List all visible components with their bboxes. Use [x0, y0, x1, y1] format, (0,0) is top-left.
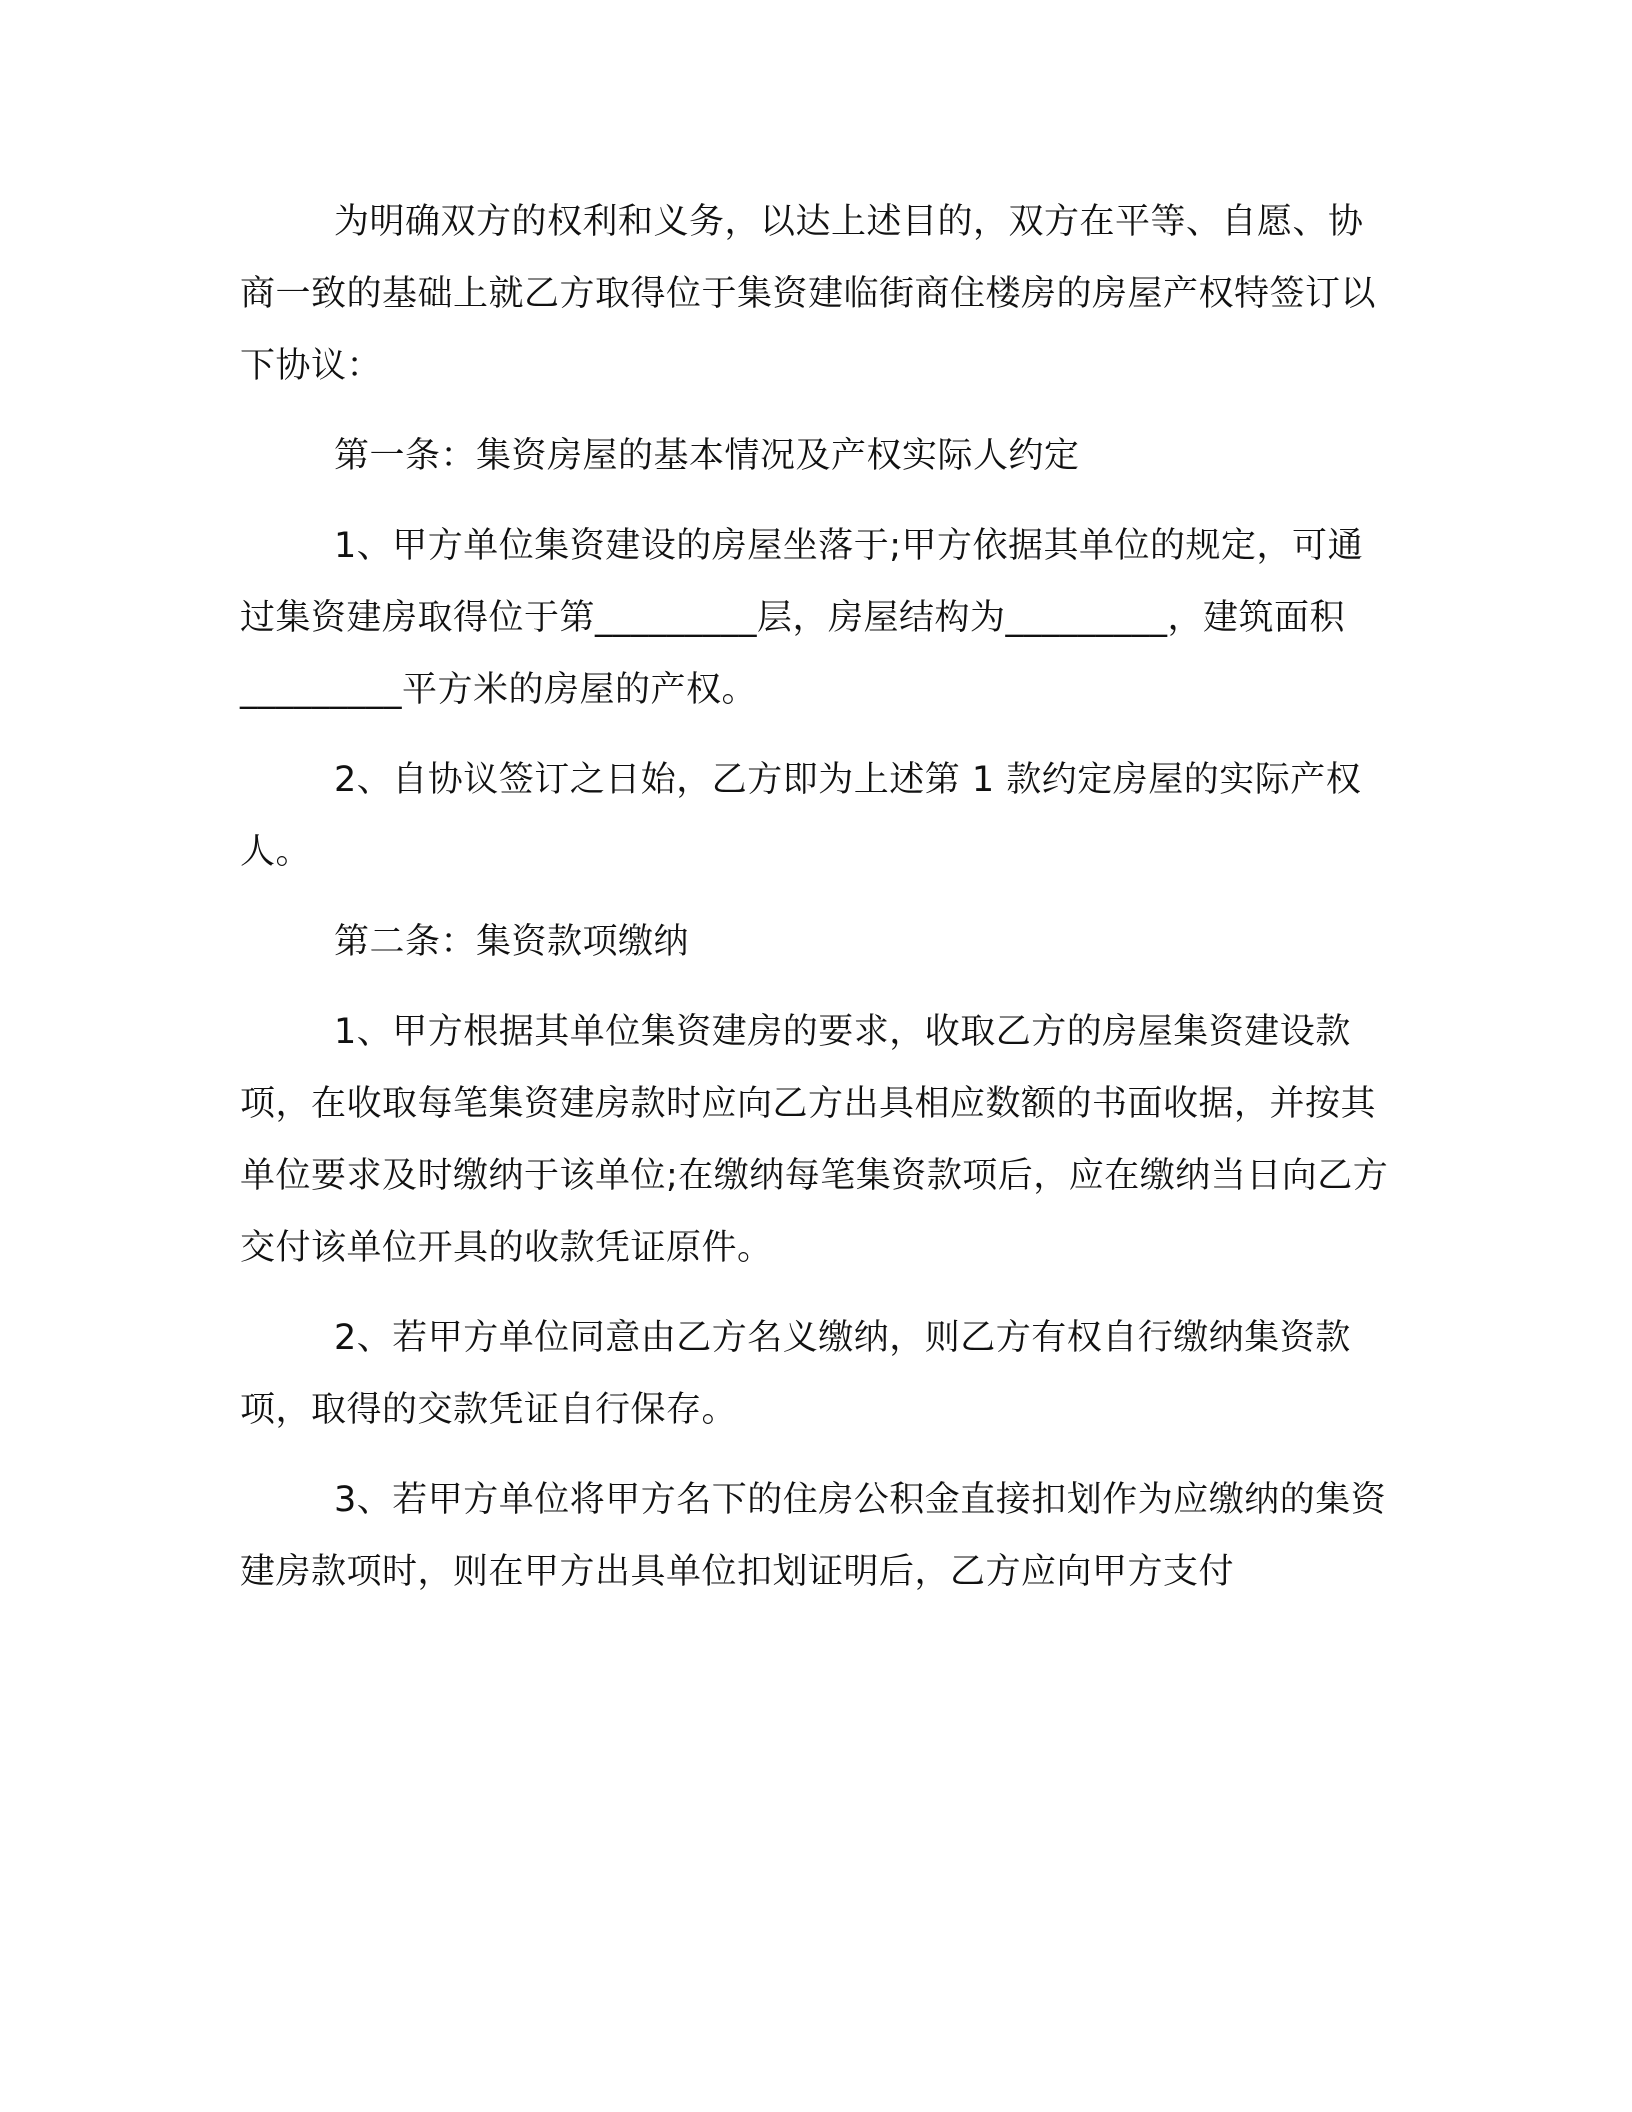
- article-1-heading: 第一条：集资房屋的基本情况及产权实际人约定: [334, 436, 1080, 476]
- article-1-clause-2: 2、自协议签订之日始，乙方即为上述第 1 款约定房屋的实际产权人。: [240, 760, 1362, 872]
- document-body: [240, 186, 1390, 1608]
- paragraph-intro: 为明确双方的权利和义务，以达上述目的，双方在平等、自愿、协商一致的基础上就乙方取得位于集资建临街商住楼房的房屋产权特签订以下协议：: [240, 202, 1377, 386]
- article-2-clause-3: 3、若甲方单位将甲方名下的住房公积金直接扣划作为应缴纳的集资建房款项时，则在甲方出具单位扣划证明后，乙方应向甲方支付: [240, 1480, 1387, 1592]
- article-2-heading: 第二条：集资款项缴纳: [334, 922, 690, 962]
- article-2-clause-1: 1、甲方根据其单位集资建房的要求，收取乙方的房屋集资建设款项，在收取每笔集资建房款时应向乙方出具相应数额的书面收据，并按其单位要求及时缴纳于该单位;在缴纳每笔集资款项后，应在缴纳当日向乙方交付该单位开具的收款凭证原件。: [240, 1012, 1389, 1268]
- article-2-clause-2: 2、若甲方单位同意由乙方名义缴纳，则乙方有权自行缴纳集资款项，取得的交款凭证自行保存。: [240, 1318, 1351, 1430]
- article-1-clause-1: 1、甲方单位集资建设的房屋坐落于;甲方依据其单位的规定，可通过集资建房取得位于第_________层，房屋结构为_________，建筑面积_________平方米的房屋的产权。: [240, 526, 1364, 710]
